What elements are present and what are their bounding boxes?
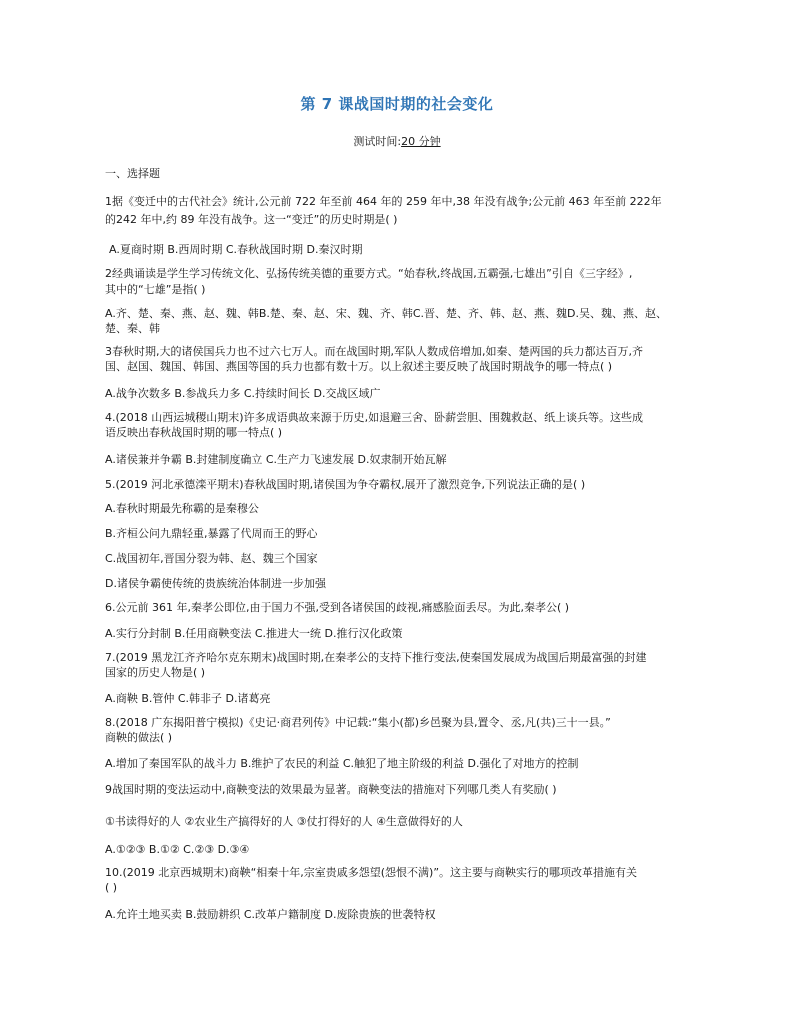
question-10-stem: 10.(2019 北京西城期末)商鞅“相秦十年,宗室贵戚多怨望(怨恨不满)”。这主要与商鞅实行的哪项改革措施有关 [105, 866, 638, 879]
test-time [0, 133, 794, 149]
question-10-stem-cont: ( ) [105, 881, 118, 894]
question-5-option-c: C.战国初年,晋国分裂为韩、赵、魏三个国家 [105, 552, 318, 565]
question-3-options: A.战争次数多 B.参战兵力多 C.持续时间长 D.交战区域广 [105, 387, 381, 400]
question-1-options: A.夏商时期 B.西周时期 C.春秋战国时期 D.秦汉时期 [109, 243, 363, 256]
question-5-stem: 5.(2019 河北承德滦平期末)春秋战国时期,诸侯国为争夺霸权,展开了激烈竞争,下列说法正确的是( ) [105, 478, 586, 491]
question-6-stem: 6.公元前 361 年,秦孝公即位,由于国力不强,受到各诸侯国的歧视,痛感脸面丢尽。为此,秦孝公( ) [105, 601, 570, 614]
question-2-stem-cont: 其中的“七雄”是指( ) [105, 283, 206, 296]
test-time-value: 20 分钟 [401, 135, 441, 148]
question-5-option-b: B.齐桓公问九鼎轻重,暴露了代周而王的野心 [105, 527, 318, 540]
question-8-stem: 8.(2018 广东揭阳普宁模拟)《史记·商君列传》中记载:“集小(都)乡邑聚为县,置令、丞,凡(共)三十一县。” [105, 716, 611, 729]
question-8-stem-cont: 商鞅的做法( ) [105, 731, 173, 744]
question-4-stem: 4.(2018 山西运城稷山期末)许多成语典故来源于历史,如退避三舍、卧薪尝胆、围魏救赵、纸上谈兵等。这些成 [105, 411, 644, 424]
question-2-options: A.齐、楚、秦、燕、赵、魏、韩B.楚、秦、赵、宋、魏、齐、韩C.晋、楚、齐、韩、赵、燕、魏D.吴、魏、燕、赵、 [105, 307, 668, 320]
question-2-options-cont: 楚、秦、韩 [105, 322, 160, 335]
section-heading: 一、选择题 [105, 167, 160, 180]
question-2-stem: 2经典诵读是学生学习传统文化、弘扬传统美德的重要方式。“始春秋,终战国,五霸强,七雄出”引自《三字经》, [105, 267, 633, 280]
question-7-stem-cont: 国家的历史人物是( ) [105, 666, 206, 679]
question-1-stem-cont: 的242 年中,约 89 年没有战争。这一“变迁”的历史时期是( ) [105, 213, 398, 226]
question-9-options: A.①②③ B.①② C.②③ D.③④ [105, 843, 250, 856]
question-7-options: A.商鞅 B.管仲 C.韩非子 D.诸葛亮 [105, 692, 271, 705]
question-9-items: ①书读得好的人 ②农业生产搞得好的人 ③仗打得好的人 ④生意做得好的人 [105, 815, 463, 828]
question-9-stem: 9战国时期的变法运动中,商鞅变法的效果最为显著。商鞅变法的措施对下列哪几类人有奖励( ) [105, 783, 557, 796]
question-4-stem-cont: 语反映出春秋战国时期的哪一特点( ) [105, 426, 283, 439]
question-10-options: A.允许土地买卖 B.鼓励耕织 C.改革户籍制度 D.废除贵族的世袭特权 [105, 908, 436, 921]
question-7-stem: 7.(2019 黑龙江齐齐哈尔克东期末)战国时期,在秦孝公的支持下推行变法,使秦国发展成为战国后期最富强的封建 [105, 651, 647, 664]
test-time-label: 测试时间: [353, 135, 402, 148]
question-4-options: A.诸侯兼并争霸 B.封建制度确立 C.生产力飞速发展 D.奴隶制开始瓦解 [105, 453, 447, 466]
page-title: 第 7 课战国时期的社会变化 [300, 95, 494, 113]
question-3-stem-cont: 国、赵国、魏国、韩国、燕国等国的兵力也都有数十万。以上叙述主要反映了战国时期战争的哪一特点( ) [105, 360, 613, 373]
question-5-option-d: D.诸侯争霸使传统的贵族统治体制进一步加强 [105, 577, 326, 590]
question-1-stem: 1据《变迁中的古代社会》统计,公元前 722 年至前 464 年的 259 年中,38 年没有战争;公元前 463 年至前 222年 [105, 195, 662, 208]
question-8-options: A.增加了秦国军队的战斗力 B.维护了农民的利益 C.触犯了地主阶级的利益 D.强化了对地方的控制 [105, 757, 579, 770]
question-5-option-a: A.春秋时期最先称霸的是秦穆公 [105, 502, 259, 515]
question-3-stem: 3春秋时期,大的诸侯国兵力也不过六七万人。而在战国时期,军队人数成倍增加,如秦、楚两国的兵力都达百万,齐 [105, 345, 643, 358]
question-6-options: A.实行分封制 B.任用商鞅变法 C.推进大一统 D.推行汉化政策 [105, 627, 403, 640]
